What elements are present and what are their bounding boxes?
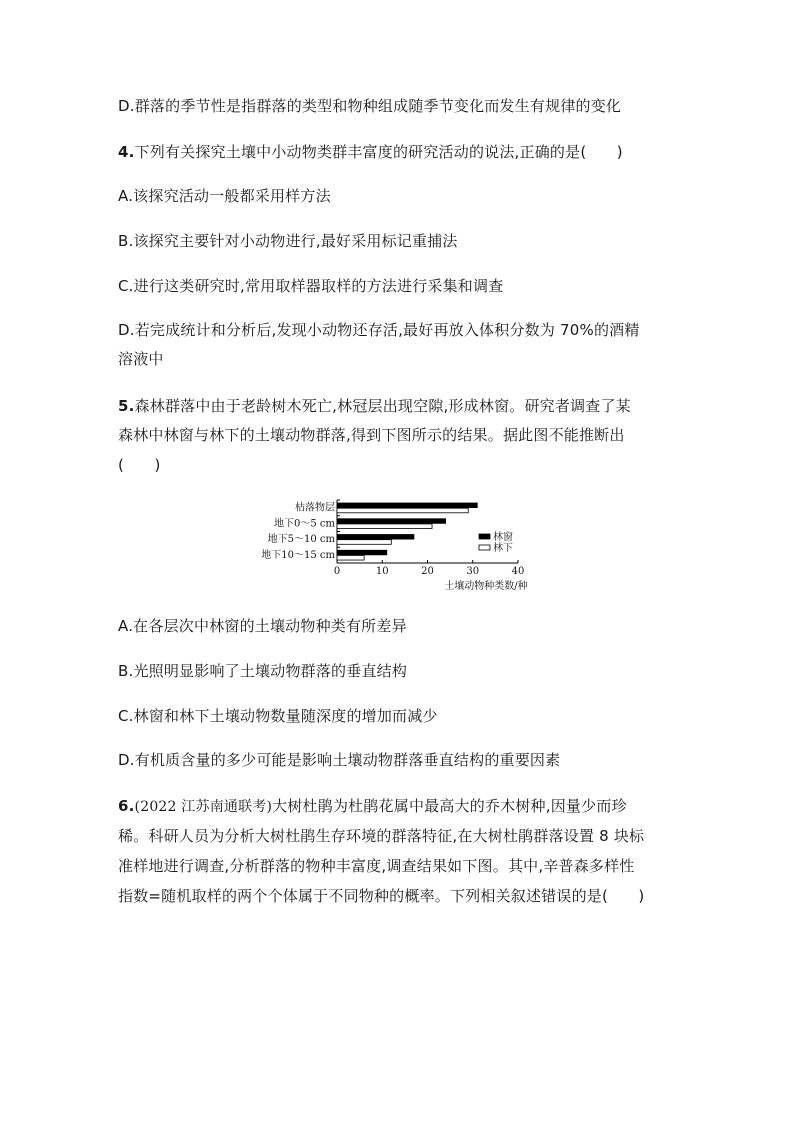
q3-option-d: D.群落的季节性是指群落的类型和物种组成随季节变化而发生有规律的变化 xyxy=(118,97,622,115)
legend-label-0: 林窗 xyxy=(493,532,513,543)
bar-under-0 xyxy=(337,508,468,513)
x-tick-label-0: 0 xyxy=(333,566,341,577)
legend-label-1: 林下 xyxy=(493,543,513,554)
category-label-0: 枯落物层 xyxy=(295,502,335,514)
q6-source: (2022 江苏南通联考) xyxy=(134,799,273,815)
soil-animal-bar-chart xyxy=(250,496,550,596)
x-tick-label-10: 10 xyxy=(375,566,389,577)
x-tick-label-20: 20 xyxy=(421,566,434,577)
legend-swatch-1 xyxy=(479,545,490,550)
q4-option-c: C.进行这类研究时,常用取样器取样的方法进行采集和调查 xyxy=(118,277,504,295)
q5-stem-line3: ( ) xyxy=(118,456,161,474)
bar-gap-0 xyxy=(337,503,477,508)
q4-option-d-line1: D.若完成统计和分析后,发现小动物还存活,最好再放入体积分数为 70%的酒精 xyxy=(118,321,640,339)
q6-stem-text: 大树杜鹃为杜鹃花属中最高大的乔木树种,因量少而珍 xyxy=(272,797,627,815)
q6-number: 6. xyxy=(118,797,135,815)
x-tick-label-30: 30 xyxy=(466,566,480,577)
category-label-2: 地下5～10 cm xyxy=(267,534,335,546)
q5-stem-line1 xyxy=(118,396,631,416)
bar-gap-1 xyxy=(337,519,446,524)
q5-number: 5. xyxy=(118,397,135,415)
bar-under-3 xyxy=(337,555,364,560)
category-label-1: 地下0～5 cm xyxy=(274,518,335,530)
q6-stem-line2: 稀。科研人员为分析大树杜鹃生存环境的群落特征,在大树杜鹃群落设置 8 块标 xyxy=(118,827,645,845)
q5-option-d: D.有机质含量的多少可能是影响土壤动物群落垂直结构的重要因素 xyxy=(118,751,561,769)
bar-gap-2 xyxy=(337,535,414,540)
q5-stem-line2: 森林中林窗与林下的土壤动物群落,得到下图所示的结果。据此图不能推断出 xyxy=(118,426,625,444)
q4-option-b: B.该探究主要针对小动物进行,最好采用标记重捕法 xyxy=(118,232,458,250)
q6-stem-line4: 指数=随机取样的两个个体属于不同物种的概率。下列相关叙述错误的是( ) xyxy=(118,887,645,905)
q6-stem-line1 xyxy=(118,796,627,817)
q4-stem xyxy=(118,142,623,162)
q4-option-d-line2: 溶液中 xyxy=(118,350,164,368)
x-axis-label: 土壤动物种类数/种 xyxy=(444,581,528,592)
q5-stem-text: 森林群落中由于老龄树木死亡,林冠层出现空隙,形成林窗。研究者调查了某 xyxy=(134,397,631,415)
q5-option-a: A.在各层次中林窗的土壤动物种类有所差异 xyxy=(118,617,407,635)
bar-under-1 xyxy=(337,524,432,529)
q4-number: 4. xyxy=(118,143,135,161)
q6-stem-line3: 准样地进行调查,分析群落的物种丰富度,调查结果如下图。其中,辛普森多样性 xyxy=(118,857,635,875)
x-tick-label-40: 40 xyxy=(511,566,525,577)
category-label-3: 地下10～15 cm xyxy=(261,549,335,561)
q4-stem-text: 下列有关探究土壤中小动物类群丰富度的研究活动的说法,正确的是( ) xyxy=(134,143,623,161)
bar-gap-3 xyxy=(337,550,387,555)
q5-option-c: C.林窗和林下土壤动物数量随深度的增加而减少 xyxy=(118,707,438,725)
legend-swatch-0 xyxy=(479,534,490,539)
q5-option-b: B.光照明显影响了土壤动物群落的垂直结构 xyxy=(118,662,408,680)
q4-option-a: A.该探究活动一般都采用样方法 xyxy=(118,187,331,205)
bar-under-2 xyxy=(337,540,391,545)
